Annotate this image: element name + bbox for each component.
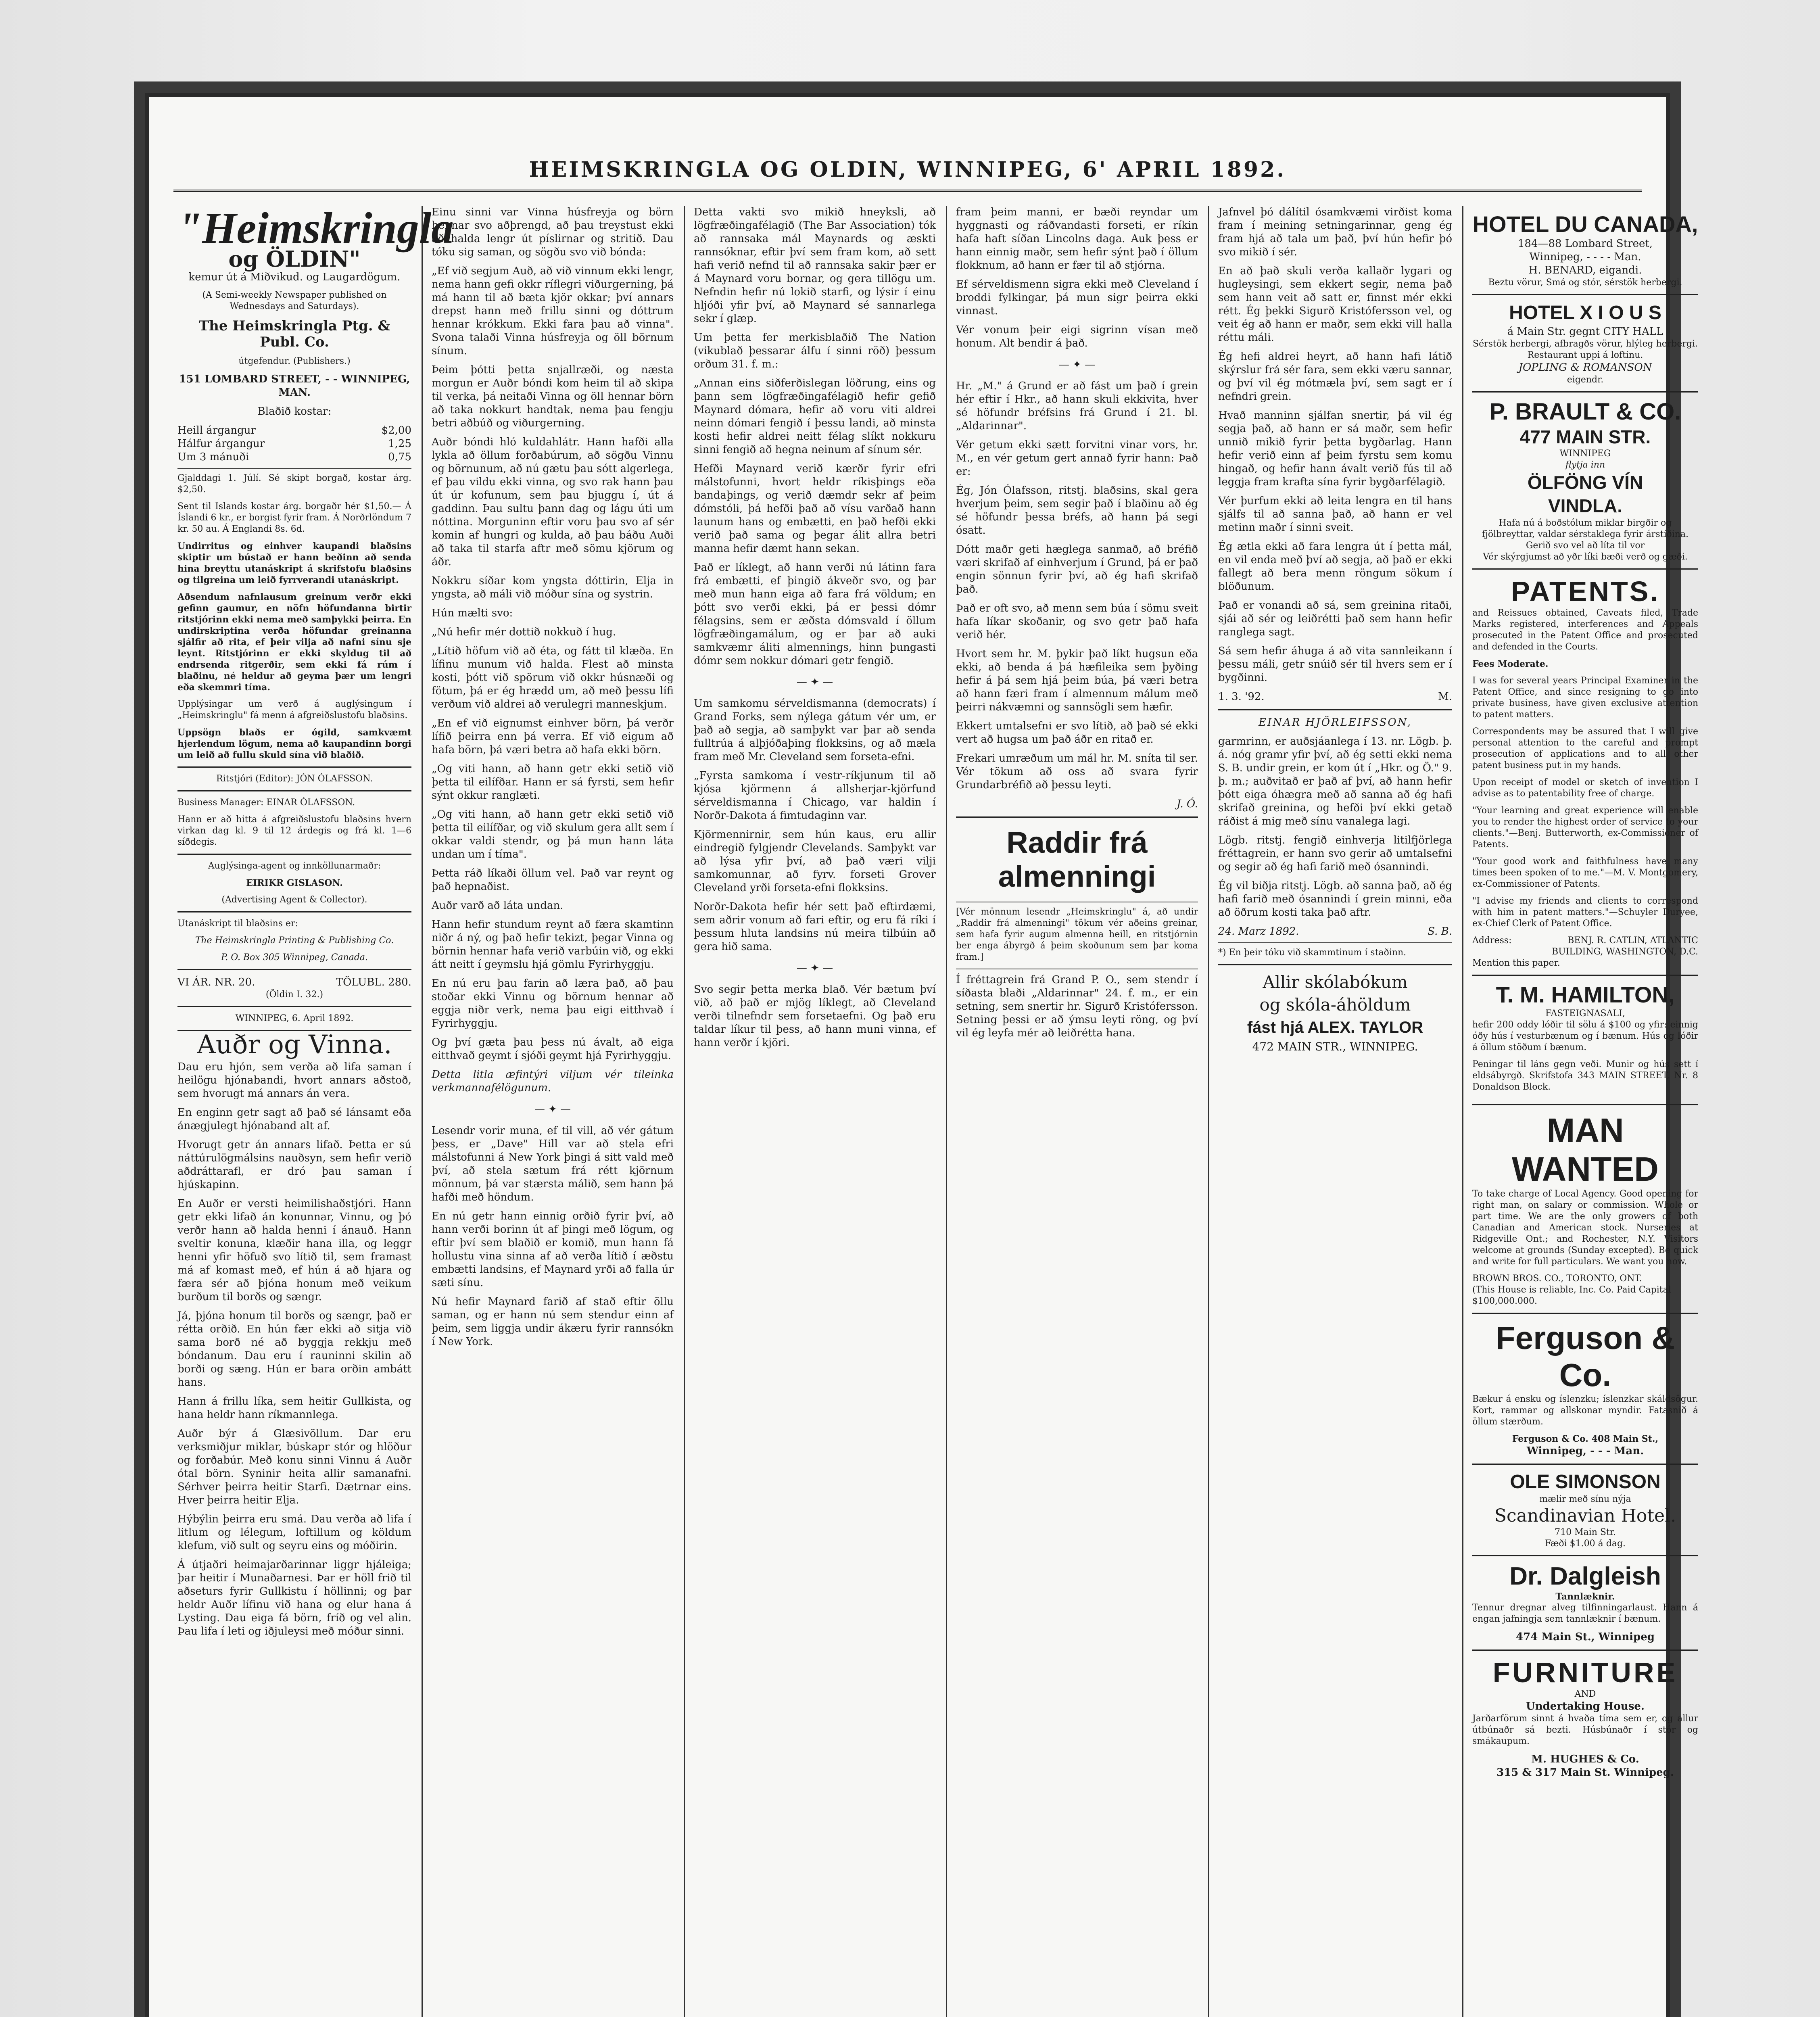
price-row: Um 3 mánuði 0,75 — [177, 451, 411, 463]
article-paragraph: Á útjaðri heimajarðarinnar liggr hjáleiga; þar heitir í Munaðarnesi. Þar er höll frið til aðseturs fyrir Gullkistu í höllinni; og þar heldr Auðr lífinu við hana og elur hana á Lysting. Dau eiga fá börn, fríð og vel alin. Þau lifa í leti og iðjuleysi með móður sinni. — [177, 1559, 411, 1637]
newspaper-page — [145, 93, 1698, 2017]
business-manager: Business Manager: EINAR ÓLAFSSON. — [177, 798, 355, 808]
column-2 — [432, 206, 674, 2017]
ad-title: PATENTS. — [1511, 576, 1659, 607]
article-paragraph: Hún mælti svo: — [432, 607, 513, 619]
price-head: Blaðið kostar: — [257, 405, 332, 418]
article-paragraph: Nokkru síðar kom yngsta dóttirin, Elja in yngsta, að máli við móður sína og systrin. — [432, 575, 674, 600]
footnote: *) En þeir tóku við skammtinum í staðinn. — [1218, 948, 1407, 958]
signature: J. Ó. — [1177, 798, 1198, 810]
divider — [177, 790, 411, 791]
signature-date: 1. 3. '92. — [1218, 691, 1265, 703]
divider — [956, 816, 1198, 818]
english-note: (A Semi-weekly Newspaper published on Wednesdays and Saturdays). — [202, 290, 387, 311]
article-paragraph: Lögb. ritstj. fengið einhverja litilfjörlega fréttagrein, er hann svo gerir að umtalsefni og segir að ég hafi farið með ósannindi. — [1218, 834, 1452, 873]
ad-hotel-xious: HOTEL X I O U S á Main Str. gegnt CITY HALL Sérstök herbergi, afbragðs vörur, hlýleg herbergi. Restaurant uppi á loftinu. JOPLING & ROMANSON eigendr. — [1472, 295, 1698, 393]
divider — [1218, 964, 1452, 965]
ad-title: Ferguson & Co. — [1495, 1320, 1675, 1393]
issue-number: TÖLUBL. 280. — [336, 976, 411, 988]
ad-title: OLE SIMONSON — [1510, 1471, 1661, 1493]
column-1 — [177, 203, 454, 2017]
price-list — [177, 424, 411, 464]
ad-furniture: FURNITURE AND Undertaking House. Jarðarförum sinnt á hvaða tíma sem er, og allur útbúnaðr sá bezti. Húsbúnaðr í stór og smákaupum. M. HUGHES & Co. 315 & 317 Main St. Winnipeg. — [1472, 1657, 1698, 1779]
paper-title: "Heimskringla — [177, 203, 454, 253]
article-paragraph: Um þetta fer merkisblaðið The Nation (vikublað þessarar álfu í sinni röð) þessum orðum 31. f. m.: — [694, 332, 936, 370]
ad-title: P. BRAULT & CO. — [1489, 399, 1681, 425]
divider — [177, 1006, 411, 1007]
signature-line — [1218, 925, 1452, 938]
article-paragraph: „Ef við segjum Auð, að við vinnum ekki lengr, nema hann gefi okkr ríflegri viðurgerning, þá má hann til að bæta kjör okkar; því annars drepst hann með frillu sinni og dóttrum hennar krókkum. Ekki fara þau að vinna". Svona talaði Vinna húsfreyja og öll börnum sínum. — [432, 265, 674, 357]
ad-title: MAN WANTED — [1512, 1111, 1659, 1188]
ad-ole-simonson: OLE SIMONSON mælir með sínu nýja Scandinavian Hotel. 710 Main Str. Fæði $1.00 á dag. — [1472, 1465, 1698, 1556]
article-paragraph: „Nú hefir mér dottið nokkuð í hug. — [432, 626, 616, 638]
column-rule — [684, 206, 685, 2017]
editor-line: Ritstjóri (Editor): JÓN ÓLAFSSON. — [216, 774, 373, 784]
article-paragraph: Um samkomu sérveldismanna (democrats) í Grand Forks, sem nýlega gátum vér um, er það að segja, að samþykt var þar að senda fulltrúa á alþjóðaþing flokksins, og að mæla fram með Mr. Cleveland sem forseta-efni. — [694, 697, 936, 763]
article-paragraph: Þetta ráð líkaði öllum vel. Það var reynt og það hepnaðist. — [432, 867, 674, 893]
notice: Upplýsingar um verð á auglýsingum í „Heimskringlu" fá menn á afgreiðslustofu blaðsins. — [177, 699, 411, 720]
signature-name: M. — [1438, 691, 1452, 703]
article-paragraph: Í fréttagrein frá Grand P. O., sem stendr í síðasta blaði „Aldarinnar" 24. f. m., er ein setning, sem snertir hr. Sigurð Kristófersson. Setning þessi er að ýmsu leyti röng, og því vil ég leyfa mér að leiðrétta hana. — [956, 974, 1198, 1039]
postal-line: P. O. Box 305 Winnipeg, Canada. — [221, 952, 368, 963]
ad-dr-dalgleish: Dr. Dalgleish Tannlæknir. Tennur dregnar alveg tilfinningarlaust. Hann á engan jafningja sem tannlæknir í bænum. 474 Main St., Winnipeg — [1472, 1556, 1698, 1651]
article-paragraph: „Fyrsta samkoma í vestr-ríkjunum til að kjósa kjörmenn á allsherjar-kjörfund sérveldismanna í Chicago, var haldin í Norðr-Dakota á fimtudaginn var. — [694, 770, 936, 822]
article-paragraph: Hvorugt getr án annars lifað. Þetta er sú náttúrulögmálsins nauðsyn, sem hefir verið aðdráttarafl, er dró þau saman í hjúskapinn. — [177, 1139, 411, 1191]
volume-line — [177, 976, 411, 989]
column-rule — [946, 206, 947, 2017]
office-hours: Hann er að hitta á afgreiðslustofu blaðsins hvern virkan dag kl. 9 til 12 árdegis og frá kl. 1—6 síðdegis. — [177, 814, 411, 847]
column-3 — [694, 206, 936, 2017]
agent-name: EIRIKR GISLASON. — [246, 878, 343, 888]
ornament-divider: — ✦ — — [796, 962, 833, 974]
article-paragraph: Vér vonum þeir eigi sigrinn vísan með honum. Alt bendir á það. — [956, 324, 1198, 349]
article-title: Auðr og Vinna. — [197, 1030, 392, 1060]
notice: Undirritus og einhver kaupandi blaðsins skiptir um bústað er hann beðinn að senda hina breyttu utanáskript á skrifstofu blaðsins og tilgreina um leið fyrrverandi utanáskript. — [177, 541, 411, 585]
article-paragraph: Það er oft svo, að menn sem búa í sömu sveit hafa líkar skoðanir, og svo getr það hafa verið hér. — [956, 602, 1198, 641]
article-paragraph: Ég, Jón Ólafsson, ritstj. blaðsins, skal gera hverjum þeim, sem segir það í blaðinu að ég sé höfundr þessa bréfs, að hann þá segi ósatt. — [956, 484, 1198, 537]
price-row: Heill árgangur $2,00 — [177, 424, 411, 436]
agent-head: Auglýsinga-agent og innköllunarmaðr: — [208, 861, 381, 871]
postal-head: Utanáskript til blaðsins er: — [177, 919, 298, 929]
section-note: [Vér mönnum lesendr „Heimskringlu" á, að undir „Raddir frá almenningi" tökum vér aðeins greinar, sem hafa fyrir augum almenna heill, en ritstjórnin ber enga ábyrgð á þeim skoðunum sem þar koma fram.] — [956, 907, 1198, 962]
article-paragraph: Ekkert umtalsefni er svo lítið, að það sé ekki vert að hugsa um það áðr en ritað er. — [956, 720, 1198, 745]
article-paragraph: Ef sérveldismenn sigra ekki með Cleveland í broddi fylkingar, þá mun sigr þeirra ekki vinnast. — [956, 278, 1198, 317]
article-paragraph: Það er vonandi að sá, sem greinina ritaði, sjái að sér og leiðrétti það sem hann hefir ranglega sagt. — [1218, 599, 1452, 638]
article-paragraph: Ég ætla ekki að fara lengra út í þetta mál, en vil enda með því að segja, að það er ekki fallegt að bera menn röngum sökum í blöðunum. — [1218, 541, 1452, 593]
article-paragraph: Dótt maðr geti hæglega sanmað, að bréfið væri skrifað af einhverjum í Grund, þá er það engin sönnun fyrir því, að ég hafi skrifað það. — [956, 543, 1198, 595]
article-paragraph: Ég hefi aldrei heyrt, að hann hafi látið skýrslur frá sér fara, sem ekki væru sannar, og því vil ég mótmæla því, sem sagt er í nefndri grein. — [1218, 351, 1452, 403]
postal-line: The Heimskringla Printing & Publishing Co. — [195, 935, 394, 946]
article-paragraph: Kjörmennirnir, sem hún kaus, eru allir eindregið fylgjendr Clevelands. Samþykt var að lýsa yfir því, að það væri vilji samkomunnar, að fyrv. forseti Grover Cleveland yrði forseta-efni flokksins. — [694, 829, 936, 894]
publisher-address: 151 LOMBARD STREET, - - WINNIPEG, MAN. — [179, 373, 410, 399]
column-rule — [1462, 206, 1463, 2017]
notice: Aðsendum nafnlausum greinum verðr ekki gefinn gaumur, en nöfn höfundanna birtir ritstjórinn ekki nema með samþykki þeirra. En undirskriptina verða höfundar greinanna sjálfir að rita, ef þeir vilja að nafni sínu sje leynt. Ritstjórinn er ekki skyldug til að endrsenda ritgerðir, sem ekki fá rúm í blaðinu, né heldur að geyma þær um lengri eða skemmri tíma. — [177, 592, 411, 693]
article-paragraph: Lesendr vorir muna, ef til vill, að vér gátum þess, er „Dave" Hill var að stela efri málstofunni á New York þingi á sitt vald með því, að stela sætum frá rétt kjörnum mönnum, þá var stærsta málið, sem hann þá hafði með höndum. — [432, 1125, 674, 1203]
divider — [1218, 709, 1452, 710]
ad-title: FURNITURE — [1492, 1657, 1678, 1688]
article-paragraph: Auðr býr á Glæsivöllum. Dar eru verksmiðjur miklar, búskapr stór og hlöður og forðabúr. Með konu sinni Vinnu á Auðr ótal börn. Syninir heita allir samanafni. Sérhver þeirra heitir Starfi. Dætrnar eins. Hver þeirra heitir Elja. — [177, 1428, 411, 1506]
volume-number: VI ÁR. NR. 20. — [177, 976, 255, 988]
signature-line — [1218, 690, 1452, 704]
signature-date: 24. Marz 1892. — [1218, 925, 1299, 938]
article-paragraph: Já, þjóna honum til borðs og sængr, það er rétta orðið. En hún fær ekki að sitja við sama borð né að byggja rekkju með bóndanum. Dau eru í rauninni skilin að borði og sæng. Hún er bara orðin ambátt hans. — [177, 1310, 411, 1389]
article-paragraph: En nú eru þau farin að læra það, að þau stoðar ekki Vinnu og börnum hennar að eggja niðr verk, nema þau eigi eitthvað í Fyrirhyggju. — [432, 977, 674, 1029]
ornament-divider: — ✦ — — [796, 676, 833, 688]
article-paragraph: Detta vakti svo mikið hneyksli, að lögfræðingafélagið (The Bar Association) tók að rannsaka mál Maynards og æskti rannsóknar, eftir því sem fram kom, að sett hafi verið nefnd til að rannsaka sakir þær er á Maynard voru bornar, og gera tillögu um. Nefndin hefir nú lokið starfi, og lýsir í einu hljóði yfir því, að Maynard sé sannarlega sekr í glæp. — [694, 206, 936, 325]
ad-hotel-du-canada: HOTEL DU CANADA, 184—88 Lombard Street, Winnipeg, - - - - Man. H. BENARD, eigandi. Beztu vörur, Smá og stór, sérstök herbergi. — [1472, 206, 1698, 295]
article-paragraph: Hr. „M." á Grund er að fást um það í grein hér eftir í Hkr., að hann skuli ekkivita, hver sé höfundr bréfsins frá Grund í 21. bl. „Aldarinnar". — [956, 380, 1198, 432]
ad-title: T. M. HAMILTON, — [1496, 982, 1675, 1007]
article-paragraph: Frekari umræðum um mál hr. M. sníta til ser. Vér tökum að oss að svara fyrir Grundarbréfið að þessu leyti. — [956, 752, 1198, 791]
paper-subtitle: og ÖLDIN" — [228, 246, 361, 272]
column-6-ads — [1472, 206, 1698, 2017]
article-paragraph: Sá sem hefir áhuga á að vita sannleikann í þessu máli, getr snúið sér til hvers sem er í bygðinni. — [1218, 645, 1452, 684]
article-paragraph: Nú hefir Maynard farið af stað eftir öllu saman, og er hann nú sem stendur einn af þeim, sem liggja undir ákæru fyrir rannsókn í New York. — [432, 1296, 674, 1348]
article-paragraph: Vér getum ekki sætt forvitni vinar vors, hr. M., en vér getum gert annað fyrir hann: Það er: — [956, 439, 1198, 478]
article-paragraph: Dau eru hjón, sem verða að lifa saman í heilögu hjónabandi, hvort annars aðstoð, sem hvorugt má annars án vera. — [177, 1061, 411, 1100]
publisher-role: útgefendur. (Publishers.) — [238, 356, 351, 366]
article-paragraph: Einu sinni var Vinna húsfreyja og börn hennar svo aðþrengd, að þau treystust ekki að halda lengr út píslirnar og stritið. Dau tóku sig saman, og sögðu svo við bónda: — [432, 206, 674, 258]
divider — [177, 766, 411, 768]
article-paragraph: Svo segir þetta merka blað. Vér bætum því við, að það er mjög líklegt, að Cleveland verði tilnefndr sem forsetaefni. Og það eru taldar líkur til þess, að hann muni vinna, ef hann verðr í kjöri. — [694, 983, 936, 1049]
article-paragraph: Hvað manninn sjálfan snertir, þá vil ég segja það, að hann er sá maðr, sem hefir unnið mikið fyrir þetta bygðarlag. Hann hefir verið einn af þeim fyrstu sem komu hingað, og hefir hann ávalt verið fús til að leggja fram krafta sína fyrir bygðarfélagið. — [1218, 409, 1452, 488]
article-paragraph: Þeim þótti þetta snjallræði, og næsta morgun er Auðr bóndi kom heim til að skipa til verka, þá neitaði Vinna og öll hennar börn að taka nokkurt handtak, nema þau fengju betri aðbúð og viðurgerning. — [432, 364, 674, 429]
article-paragraph: Ég vil biðja ritstj. Lögb. að sanna það, að ég hafi farið með ósannindi í grein minni, eða að öðrum kosti taka það aftr. — [1218, 880, 1452, 919]
article-paragraph: Það er líklegt, að hann verði nú látinn fara frá embætti, ef þingið ákveðr svo, og þar með mun hann eiga að fara frá völdum; en þótt svo verði ekki, þá er þessi dómr félagsins, sem er æðsta dómsvald í öllum lögfræðingamálum, og er þar að auki samkvæmr áliti almennings, hinn þungasti dómr sem nokkur dómari getr fengið. — [694, 562, 936, 667]
ornament-divider: — ✦ — — [1058, 359, 1096, 371]
article-paragraph: Auðr varð að láta undan. — [432, 900, 564, 912]
ad-title: HOTEL DU CANADA, — [1472, 211, 1698, 237]
article-paragraph: En nú getr hann einnig orðið fyrir því, að hann verði borinn út af þingi með lögum, og eftir því sem blaðið er komið, mun hann fá hollustu vina sinna af að verða lítið í æðstu embætti landsins, ef Maynard yrði að falla úr sæti sínu. — [432, 1210, 674, 1289]
volume-sub: (Öldin I. 32.) — [265, 990, 324, 1000]
article-paragraph: Hvort sem hr. M. þykir það líkt hugsun eða ekki, að benda á þá hæfileika sem þyðing hefir á þá sem hjá þeim búa, þá væri betra að hann færi fram í almennum málum með þeirri nákvæmni og sannsögli sem hæfir. — [956, 648, 1198, 713]
notice: Gjalddagi 1. Júlí. Sé skipt borgað, kostar árg. $2,50. — [177, 473, 411, 495]
agent-role: (Advertising Agent & Collector). — [221, 895, 367, 905]
article-paragraph: „Annan eins siðferðislegan löðrung, eins og þann sem lögfræðingafélagið hefir gefið Maynard dómara, hefir að voru viti aldrei neinn dómari fengið í þessu landi, að minsta kosti hefir aldrei neitt félag slíkt nokkuru sinni fengið að hegna neinum af sínum sér. — [694, 377, 936, 456]
ad-tm-hamilton: T. M. HAMILTON, FASTEIGNASALI, hefir 200 oddy lóðir til sölu á $100 og yfir: einnig óðy hús í vesturbænum og í bænum. Hús og lóðir á öllum stöðum í bænum. Peningar til láns gegn veði. Munir og hús sett í eldsábyrgð. Skrifstofa 343 MAIN STREET, Nr. 8 Donaldson Block. — [1472, 976, 1698, 1105]
divider — [177, 969, 411, 970]
divider — [177, 468, 411, 469]
article-head: EINAR HJÖRLEIFSSON, — [1259, 716, 1412, 729]
price-row: Hálfur árgangur 1,25 — [177, 438, 411, 450]
signature-name: S. B. — [1428, 925, 1452, 938]
article-paragraph: Hann á frillu líka, sem heitir Gullkista, og hana heldr hann ríkmannlega. — [177, 1395, 411, 1421]
section-title: Raddir frá almenningi — [998, 826, 1156, 893]
column-4 — [956, 206, 1198, 2017]
column-rule — [1208, 206, 1209, 2017]
masthead-rule — [173, 190, 1642, 192]
column-rule — [422, 206, 423, 2017]
divider — [1218, 942, 1452, 943]
article-paragraph: garmrinn, er auðsjáanlega í 13. nr. Lögb. þ. á. nóg gramr yfir því, að ég setti ekki nema S. B. undir grein, er kom út í „Hkr. og Ö." 9. þ. m.; auðvitað er það af því, að hann hefir þótt eiga óhægra með að sanna að ég hafi skrifað greinina, og hefði því ekki getað ráðist á mig með sínu vanalega lagi. — [1218, 735, 1452, 827]
divider — [177, 911, 411, 912]
publisher-name: The Heimskringla Ptg. & Publ. Co. — [198, 318, 390, 350]
article-paragraph: En enginn getr sagt að það sé lánsamt eða ánægjulegt hjónaband alt af. — [177, 1107, 411, 1132]
ad-title: Dr. Dalgleish — [1509, 1562, 1661, 1590]
ad-patents: PATENTS. and Reissues obtained, Caveats filed, Trade Marks registered, interferences and Appeals prosecuted in the Patent Office and prosecuted and defended in the Courts. Fees Moderate. I was for several years Principal Examiner in the Patent Office, and since resigning to go into private business, have given exclusive attention to patent matters. Correspondents may be assured that I will give personal attention to the careful and prompt prosecution of applications and to all other patent business put in my hands. Upon receipt of model or sketch of invention I advise as to patentability free of charge. "Your learning and great experience will enable you to render the highest order of service to your clients."—Benj. Butterworth, ex-Commissioner of Patents. "Your good work and faithfulness have many times been spoken of to me."—M. V. Montgomery, ex-Commissioner of Patents. "I advise my friends and clients to correspond with him in patent matters."—Schuyler Duryee, ex-Chief Clerk of Patent Office. Address: BENJ. R. CATLIN, ATLANTIC BUILDING, WASHINGTON, D.C. Mention this paper. — [1472, 570, 1698, 976]
ad-man-wanted: MAN WANTED To take charge of Local Agency. Good opening for right man, on salary or commission. Whole or part time. We are the only growers of both Canadian and American stock. Nurseries at Ridgeville Ont.; and Rochester, N.Y. Visitors welcome at grounds (Sunday excepted). Be quick and write for full particulars. We want you now. BROWN BROS. CO., TORONTO, ONT. (This House is reliable, Inc. Co. Paid Capital $100,000.000. — [1472, 1105, 1698, 1314]
article-paragraph: Auðr bóndi hló kuldahlátr. Hann hafði alla lykla að öllum forðabúrum, að sögðu Vinnu og börnunum, að nú gætu þau sótt algerlega, ef þau vildu ekki vinna, og svo rak hann þau út úr kofunum, sem þau bjuggu í, út á gaddinn. Þau sultu þann dag og lágu úti um nóttina. Morguninn eftir voru þau svo af sér komin af hungri og kulda, að þau báðu Auði að taka til starfa aftr með sömu kjörum og áðr. — [432, 436, 674, 568]
divider — [177, 854, 411, 855]
ad-p-brault: P. BRAULT & CO. 477 MAIN STR. WINNIPEG flytja inn ÖLFÖNG VÍN VINDLA. Hafa nú á boðstólum miklar birgðir og fjölbreyttar, valdar sérstaklega fyrir árstíðina. Gerið svo vel að líta til vor Vér skýrgjumst að yðr líki bæði verð og gæði. — [1472, 393, 1698, 570]
article-paragraph: En Auðr er versti heimilishaðstjóri. Hann getr ekki lifað án konunnar, Vinnu, og þó verðr hann að halda henni í ánauð. Hann sveltir konuna, klæðir hana illa, og leggr henni yfir höfuð svo lítið til, sem framast má af komast með, ef hún á að hjara og færa sér að þjóna honum með veikum burðum til borðs og sængr. — [177, 1198, 411, 1303]
notice: Sent til Islands kostar árg. borgaðr hér $1,50.— Á Íslandi 6 kr., er borgist fyrir fram. Á Norðrlöndum 7 kr. 50 au. Á Englandi 8s. 6d. — [177, 501, 411, 534]
article-paragraph: „Og viti hann, að hann getr ekki setið við þetta til eilífðar, og við skulum gera allt sem í okkar valdi stendr, og þá mun hann láta undan um í tíma". — [432, 808, 674, 860]
dateline: WINNIPEG, 6. April 1892. — [235, 1013, 354, 1023]
article-paragraph: Vér þurfum ekki að leita lengra en til hans sjálfs til að sanna það, að hann er vel metinn maðr í sinni sveit. — [1218, 495, 1452, 534]
article-paragraph: En að það skuli verða kallaðr lygari og hugleysingi, sem ekkert segir, nema það sem hann veit að satt er, finnst mér ekki rétt. Ég þekki Sigurð Kristófersson vel, og veit ég að hann er maðr, sem ekki vill halla réttu máli. — [1218, 265, 1452, 344]
article-paragraph: fram þeim manni, er bæði reyndar um hyggnasti og ráðvandasti forseti, er ríkin hafa haft síðan Lincolns daga. Auk þess er hann einnig maðr, sem hefir sýnt það í öllum flokknum, að hann er fær til að stjórna. — [956, 206, 1198, 271]
publication-schedule: kemur út á Miðvikud. og Laugardögum. — [188, 271, 401, 283]
article-paragraph: Detta litla æfintýri viljum vér tileinka verkmannafélögunum. — [432, 1069, 674, 1094]
schoolbooks-ad: Allir skólabókum og skóla-áhöldum fást hjá ALEX. TAYLOR 472 MAIN STR., WINNIPEG. — [1247, 972, 1423, 1053]
article-paragraph: Norðr-Dakota hefir hér sett það eftirdæmi, sem aðrir vonum að fari eftir, og eru fá ríki í þessum hluta landsins nú meira tilbúin að gera hið sama. — [694, 901, 936, 953]
article-paragraph: „En ef við eignumst einhver börn, þá verðr lífið þeirra enn þá verra. Ef við eigum að hafa börn, þá væri betra að hafa ekki börn. — [432, 717, 674, 756]
masthead: HEIMSKRINGLA OG OLDIN, WINNIPEG, 6' APRIL 1892. — [529, 157, 1286, 182]
article-paragraph: „Lítið höfum við að éta, og fátt til klæða. En lífinu munum við halda. Flest að minsta kosti, þótt við spörum við okkr húsnæði og fötum, þá er ég hrædd um, að með þessu lífi verðum við aldrei að verulegri manneskjum. — [432, 645, 674, 710]
ad-title: HOTEL X I O U S — [1509, 302, 1661, 324]
ad-ferguson: Ferguson & Co. Bækur á ensku og íslenzku; íslenzkar skáldsögur. Kort, rammar og allskonar myndir. Fatasnið á öllum stærðum. Ferguson & Co. 408 Main St., Winnipeg, - - - Man. — [1472, 1314, 1698, 1465]
article-paragraph: Hýbýlin þeirra eru smá. Dau verða að lifa í litlum og lélegum, loftillum og köldum klefum, við sult og seyru eins og móðirin. — [177, 1513, 411, 1552]
article-paragraph: Hann hefir stundum reynt að færa skamtinn niðr á ný, og það hefir tekizt, þegar Vinna og börnin hennar hafa verið varbúin við, og ekki átt neitt í geymslu hjá gömlu Fyrirhyggju. — [432, 919, 674, 971]
article-paragraph: „Og viti hann, að hann getr ekki setið við þetta til eilífðar. Hann er sá fyrsti, sem hefir sýnt okkur ranglæti. — [432, 763, 674, 802]
ornament-divider: — ✦ — — [534, 1103, 571, 1115]
article-paragraph: Og því gæta þau þess nú ávalt, að eiga eitthvað geymt í sjóði geymt hjá Fyrirhyggju. — [432, 1036, 674, 1062]
article-paragraph: Jafnvel þó dálítil ósamkvæmi virðist koma fram í meining setningarinnar, geng ég fram hjá að tala um það, því hún hefir þó svo mikið í sér. — [1218, 206, 1452, 258]
column-5 — [1218, 206, 1452, 2017]
article-paragraph: Hefði Maynard verið kærðr fyrir efri málstofunni, hvort heldr ríkisþings eða bandaþings, og verið dæmdr sekr af þeim dómstóli, þá hefði það að vísu varðað hann launum hans og embætti, en það hefði ekki verið það sama og þegar álit allra betri manna hefir dæmt hann sekan. — [694, 463, 936, 555]
notice: Uppsögn blaðs er ógild, samkvæmt hjerlendum lögum, nema að kaupandinn borgi um leið að fullu skuld sína við blaðið. — [177, 727, 411, 760]
